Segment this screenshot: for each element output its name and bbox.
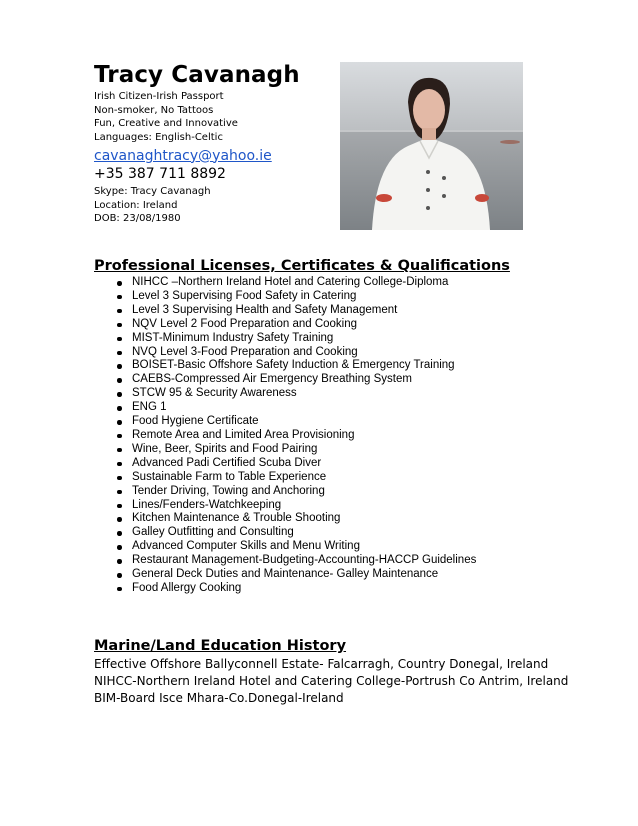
location-line: Location: Ireland [94, 199, 178, 211]
list-item: Kitchen Maintenance & Trouble Shooting [114, 512, 476, 526]
qualifications-list [114, 276, 476, 596]
list-item: NVQ Level 3-Food Preparation and Cooking [114, 346, 476, 360]
skype-line: Skype: Tracy Cavanagh [94, 185, 211, 197]
education-heading: Marine/Land Education History [94, 638, 347, 654]
list-item: Advanced Computer Skills and Menu Writing [114, 540, 476, 554]
education-entry: BIM-Board Isce Mhara-Co.Donegal-Ireland [94, 691, 344, 705]
candidate-name: Tracy Cavanagh [94, 62, 300, 88]
email-link[interactable]: cavanaghtracy@yahoo.ie [94, 147, 272, 164]
list-item: STCW 95 & Security Awareness [114, 387, 476, 401]
profile-photo [340, 62, 523, 230]
list-item: Advanced Padi Certified Scuba Diver [114, 457, 476, 471]
personal-details [94, 90, 334, 226]
list-item: Tender Driving, Towing and Anchoring [114, 485, 476, 499]
list-item: Remote Area and Limited Area Provisioning [114, 429, 476, 443]
list-item: Lines/Fenders-Watchkeeping [114, 499, 476, 513]
list-item: Level 3 Supervising Health and Safety Management [114, 304, 476, 318]
dob-line: DOB: 23/08/1980 [94, 213, 181, 225]
list-item: General Deck Duties and Maintenance- Galley Maintenance [114, 568, 476, 582]
list-item: NIHCC –Northern Ireland Hotel and Catering College-Diploma [114, 276, 476, 290]
list-item: ENG 1 [114, 401, 476, 415]
citizenship-line: Irish Citizen-Irish Passport [94, 91, 224, 102]
list-item: Sustainable Farm to Table Experience [114, 471, 476, 485]
education-list [94, 656, 569, 707]
traits-line: Fun, Creative and Innovative [94, 118, 238, 130]
languages-line: Languages: English-Celtic [94, 132, 223, 144]
list-item: BOISET-Basic Offshore Safety Induction & Emergency Training [114, 359, 476, 373]
list-item: Food Hygiene Certificate [114, 415, 476, 429]
education-entry: NIHCC-Northern Ireland Hotel and Catering College-Portrush Co Antrim, Ireland [94, 674, 569, 688]
list-item: Food Allergy Cooking [114, 582, 476, 596]
list-item: Wine, Beer, Spirits and Food Pairing [114, 443, 476, 457]
list-item: Galley Outfitting and Consulting [114, 526, 476, 540]
list-item: Restaurant Management-Budgeting-Accounting-HACCP Guidelines [114, 554, 476, 568]
list-item: CAEBS-Compressed Air Emergency Breathing System [114, 373, 476, 387]
education-entry: Effective Offshore Ballyconnell Estate- Falcarragh, Country Donegal, Ireland [94, 657, 549, 671]
list-item: Level 3 Supervising Food Safety in Catering [114, 290, 476, 304]
qualifications-heading: Professional Licenses, Certificates & Qualifications [94, 258, 510, 274]
list-item: NQV Level 2 Food Preparation and Cooking [114, 318, 476, 332]
phone-number: +35 387 711 8892 [94, 165, 226, 182]
lifestyle-line: Non-smoker, No Tattoos [94, 104, 214, 116]
list-item: MIST-Minimum Industry Safety Training [114, 332, 476, 346]
